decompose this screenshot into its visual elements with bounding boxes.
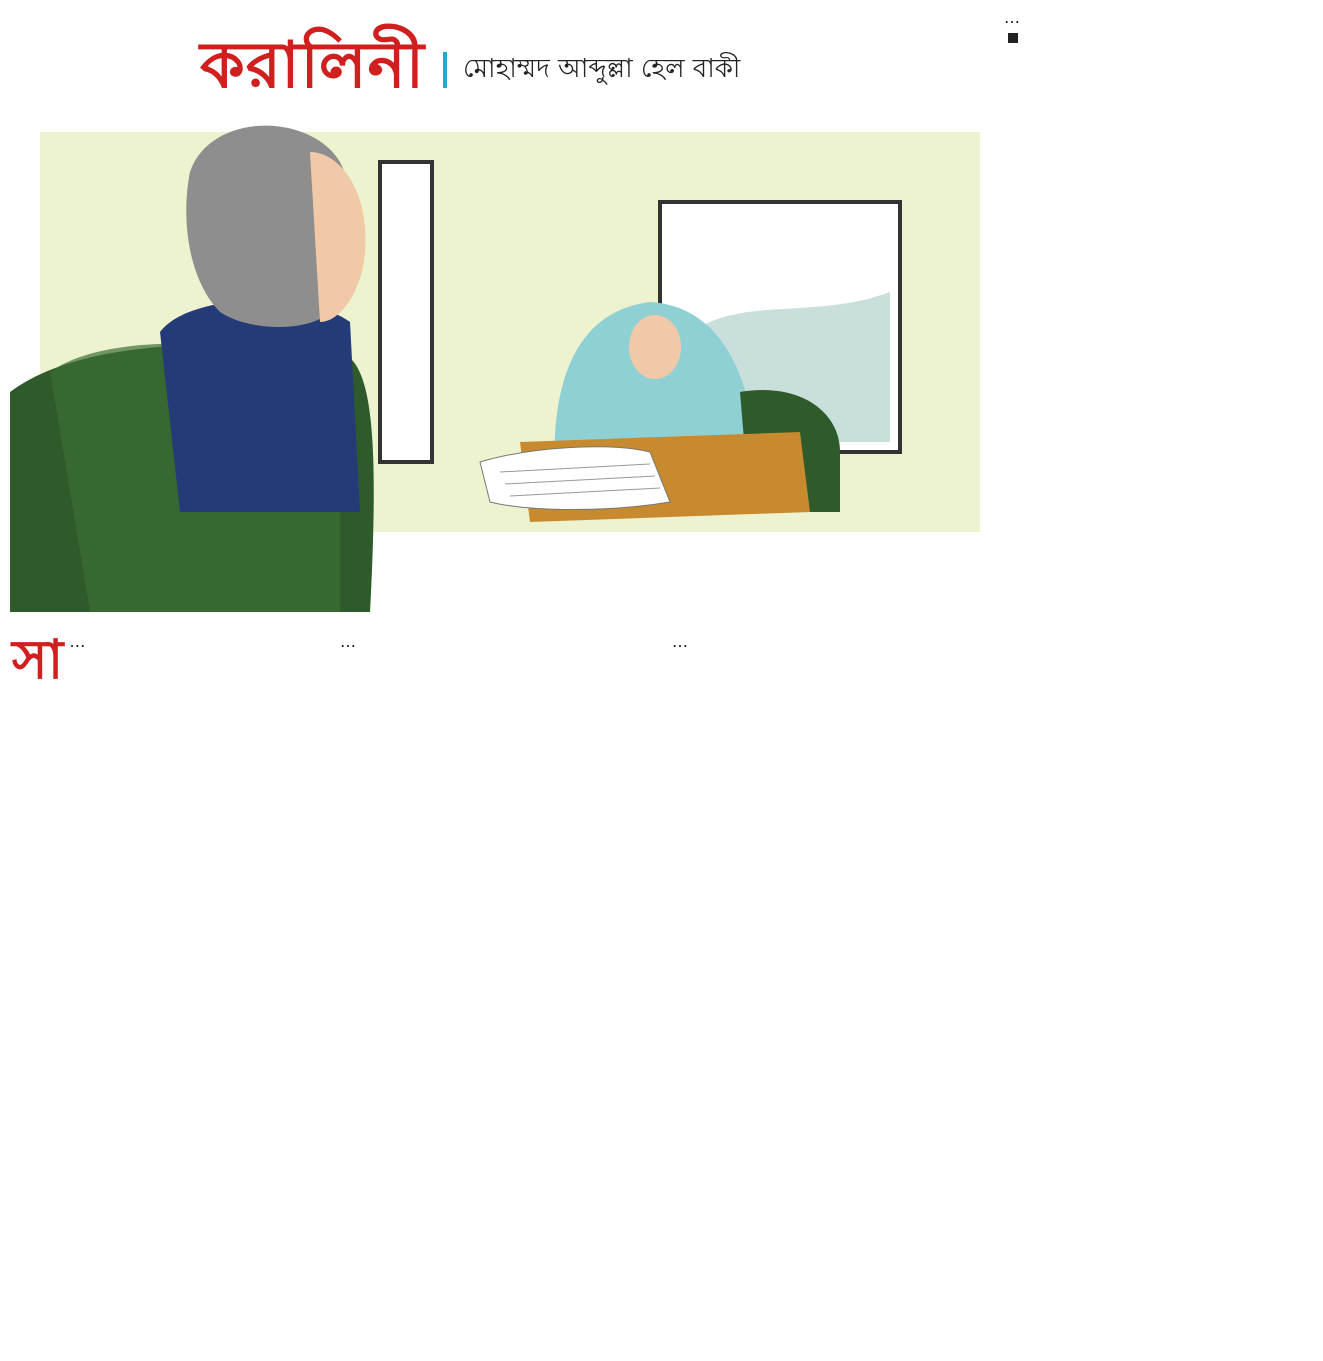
column-text: … — [69, 632, 86, 651]
article-column-2 — [340, 632, 652, 652]
newspaper — [480, 447, 670, 510]
article-column-3 — [672, 632, 984, 652]
story-illustration — [10, 92, 980, 612]
woman-face — [629, 315, 681, 379]
title-divider — [443, 52, 447, 88]
end-mark — [1008, 33, 1018, 43]
author-byline: মোহাম্মদ আব্দুল্লা হেল বাকী — [463, 54, 741, 84]
man-coat — [160, 301, 360, 512]
drop-cap: সা — [12, 627, 64, 691]
column-text: … — [1004, 8, 1020, 27]
column-text: … — [340, 632, 356, 651]
window-frame-left — [380, 162, 432, 462]
article-column-4 — [1004, 8, 1310, 47]
column-text: … — [672, 632, 688, 651]
article-column-1 — [12, 627, 322, 691]
story-title: করালিনী — [200, 27, 426, 103]
